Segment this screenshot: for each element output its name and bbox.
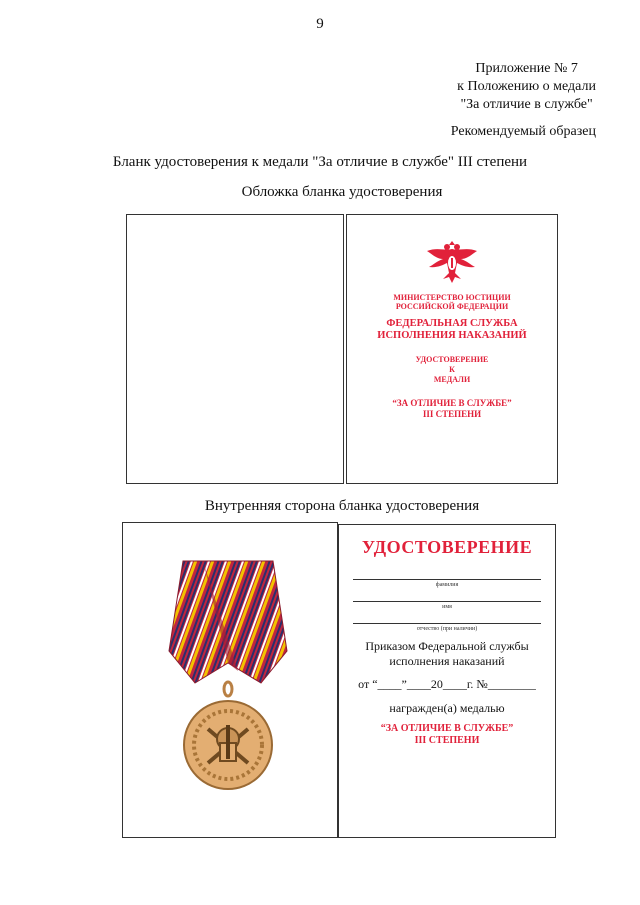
awarded-text: награжден(а) медалью	[389, 701, 505, 715]
appendix-block	[457, 60, 596, 114]
surname-line	[353, 579, 541, 580]
cover-left-panel	[126, 214, 344, 484]
cover-medal-line-1: “ЗА ОТЛИЧИЕ В СЛУЖБЕ”	[392, 398, 512, 408]
cover-medal-line-2: III СТЕПЕНИ	[422, 409, 482, 419]
recommended-sample-label: Рекомендуемый образец	[450, 124, 596, 139]
inner-left-panel	[122, 522, 338, 838]
cover-ministry-line-2: РОССИЙСКОЙ ФЕДЕРАЦИИ	[395, 302, 509, 311]
name-line	[353, 601, 541, 602]
cover-ministry	[347, 293, 557, 311]
inner-medal-line-2: III СТЕПЕНИ	[414, 735, 480, 746]
order-line-1: Приказом Федеральной службы	[365, 639, 529, 653]
inner-right-panel	[338, 524, 556, 838]
cover-certificate	[347, 355, 557, 385]
document-title: Бланк удостоверения к медали "За отличие в службе" III степени	[112, 154, 528, 170]
inner-medal-line-1: “ЗА ОТЛИЧИЕ В СЛУЖБЕ”	[380, 723, 514, 734]
inner-medal-name	[339, 723, 555, 747]
cover-service-line-2: ИСПОЛНЕНИЯ НАКАЗАНИЙ	[377, 330, 527, 341]
page-number: 9	[316, 16, 324, 32]
cover-service	[347, 318, 557, 342]
cover-caption: Обложка бланка удостоверения	[241, 184, 443, 200]
order-date: от “____”____20____г. №________	[358, 677, 536, 691]
cover-medal-name	[347, 398, 557, 420]
surname-label: фамилия	[435, 582, 459, 588]
appendix-line-3: "За отличие в службе"	[460, 97, 593, 112]
medal-image	[163, 553, 293, 810]
inner-caption: Внутренняя сторона бланка удостоверения	[204, 498, 480, 514]
inner-title: УДОСТОВЕРЕНИЕ	[361, 537, 533, 557]
appendix-line-2: к Положению о медали	[457, 79, 596, 94]
cover-cert-line-3: МЕДАЛИ	[433, 375, 471, 384]
patronymic-line	[353, 623, 541, 624]
order-line-2: исполнения наказаний	[389, 654, 505, 668]
cover-service-line-1: ФЕДЕРАЛЬНАЯ СЛУЖБА	[386, 318, 518, 329]
patronymic-label: отчество (при наличии)	[416, 626, 478, 632]
cover-ministry-line-1: МИНИСТЕРСТВО ЮСТИЦИИ	[393, 293, 511, 302]
cover-cert-line-2: К	[449, 365, 455, 374]
order-text	[339, 639, 555, 669]
appendix-line-1: Приложение № 7	[475, 61, 578, 76]
eagle-emblem-icon	[425, 237, 479, 292]
cover-right-panel	[346, 214, 558, 484]
name-label: имя	[442, 604, 452, 610]
cover-cert-line-1: УДОСТОВЕРЕНИЕ	[415, 355, 489, 364]
